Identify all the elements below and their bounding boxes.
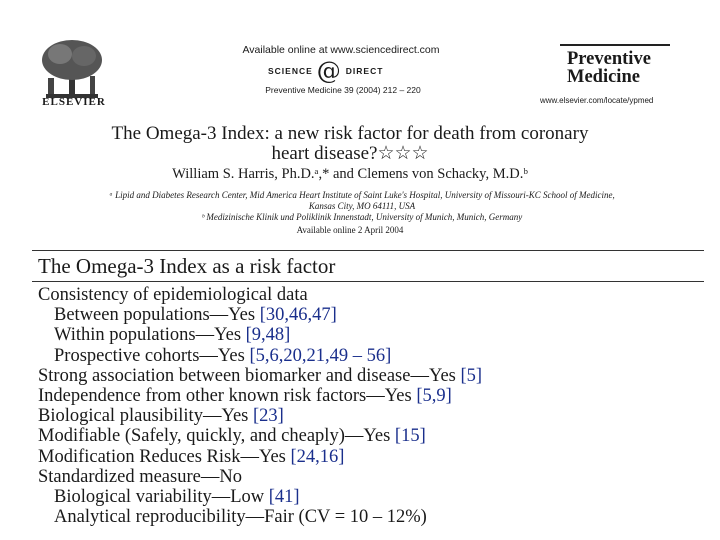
affiliation-b: ᵇ Medizinische Klinik und Poliklinik Innenstadt, University of Munich, Munich, Germany xyxy=(201,212,523,222)
reference-citation: [9,48] xyxy=(245,325,291,346)
publisher-name: ELSEVIER xyxy=(42,96,106,108)
list-item xyxy=(38,366,482,386)
list-item-text: Prospective cohorts—Yes xyxy=(54,345,250,366)
list-item xyxy=(38,467,242,487)
reference-citation: [5,6,20,21,49 – 56] xyxy=(249,345,392,366)
journal-url: www.elsevier.com/locate/ypmed xyxy=(540,96,654,105)
list-item-text: Independence from other known risk factors—Yes xyxy=(38,386,417,406)
list-item xyxy=(38,447,344,467)
list-item xyxy=(38,285,308,305)
affiliations xyxy=(62,190,662,223)
reference-citation: [5] xyxy=(460,365,483,386)
sciencedirect-logo xyxy=(268,57,448,85)
article-authors: William S. Harris, Ph.D.ᵃ,* and Clemens von Schacky, M.D.ᵇ xyxy=(172,166,528,182)
available-online-text: Available online at www.sciencedirect.com xyxy=(242,44,440,56)
list-item xyxy=(54,325,290,345)
list-item-text: Modifiable (Safely, quickly, and cheaply)—Yes xyxy=(38,426,395,447)
reference-citation: [23] xyxy=(253,406,284,427)
affiliation-a-city: Kansas City, MO 64111, USA xyxy=(308,201,416,211)
reference-citation: [15] xyxy=(394,426,426,447)
reference-citation: [41] xyxy=(268,487,300,507)
sd-left: SCIENCE xyxy=(268,66,313,76)
list-item-text: Strong association between biomarker and disease—Yes xyxy=(38,365,461,386)
list-item xyxy=(54,487,300,507)
journal-name xyxy=(567,50,677,86)
affiliation-a: ᵃ Lipid and Diabetes Research Center, Mid America Heart Institute of Saint Luke's Hospital, University of Missouri-KC School of Medicine, xyxy=(109,190,615,200)
reference-citation: [24,16] xyxy=(290,446,345,467)
reference-citation: [30,46,47] xyxy=(259,305,337,326)
list-item-text: Modification Reduces Risk—Yes xyxy=(38,446,291,467)
list-item xyxy=(38,406,284,426)
list-item-text: Consistency of epidemiological data xyxy=(38,285,308,305)
sd-at-icon: @ xyxy=(316,57,342,85)
list-item-text: Between populations—Yes xyxy=(54,305,260,326)
title-line1: The Omega-3 Index: a new risk factor for death from coronary xyxy=(111,123,589,144)
slide-heading: The Omega-3 Index as a risk factor xyxy=(38,254,336,278)
list-item xyxy=(54,507,427,527)
list-item-text: Within populations—Yes xyxy=(54,325,246,346)
list-item-text: Biological plausibility—Yes xyxy=(38,406,253,427)
title-line2: heart disease?☆☆☆ xyxy=(271,143,429,164)
sd-right: DIRECT xyxy=(345,66,384,76)
list-item xyxy=(54,346,391,366)
divider xyxy=(32,281,704,282)
article-title xyxy=(60,124,640,164)
divider xyxy=(32,250,704,251)
journal-name-line1: Preventive xyxy=(567,49,651,69)
list-item-text: Biological variability—Low xyxy=(54,487,269,507)
journal-name-line2: Medicine xyxy=(567,67,640,87)
list-item xyxy=(38,386,452,406)
list-item xyxy=(54,305,337,325)
reference-citation: [5,9] xyxy=(416,386,452,406)
available-online-date: Available online 2 April 2004 xyxy=(296,225,404,235)
journal-rule xyxy=(560,44,670,46)
journal-citation: Preventive Medicine 39 (2004) 212 – 220 xyxy=(265,85,421,95)
elsevier-tree-logo xyxy=(38,38,106,100)
list-item xyxy=(38,426,426,446)
list-item-text: Analytical reproducibility—Fair (CV = 10 – 12%) xyxy=(54,507,427,528)
list-item-text: Standardized measure—No xyxy=(38,466,242,487)
